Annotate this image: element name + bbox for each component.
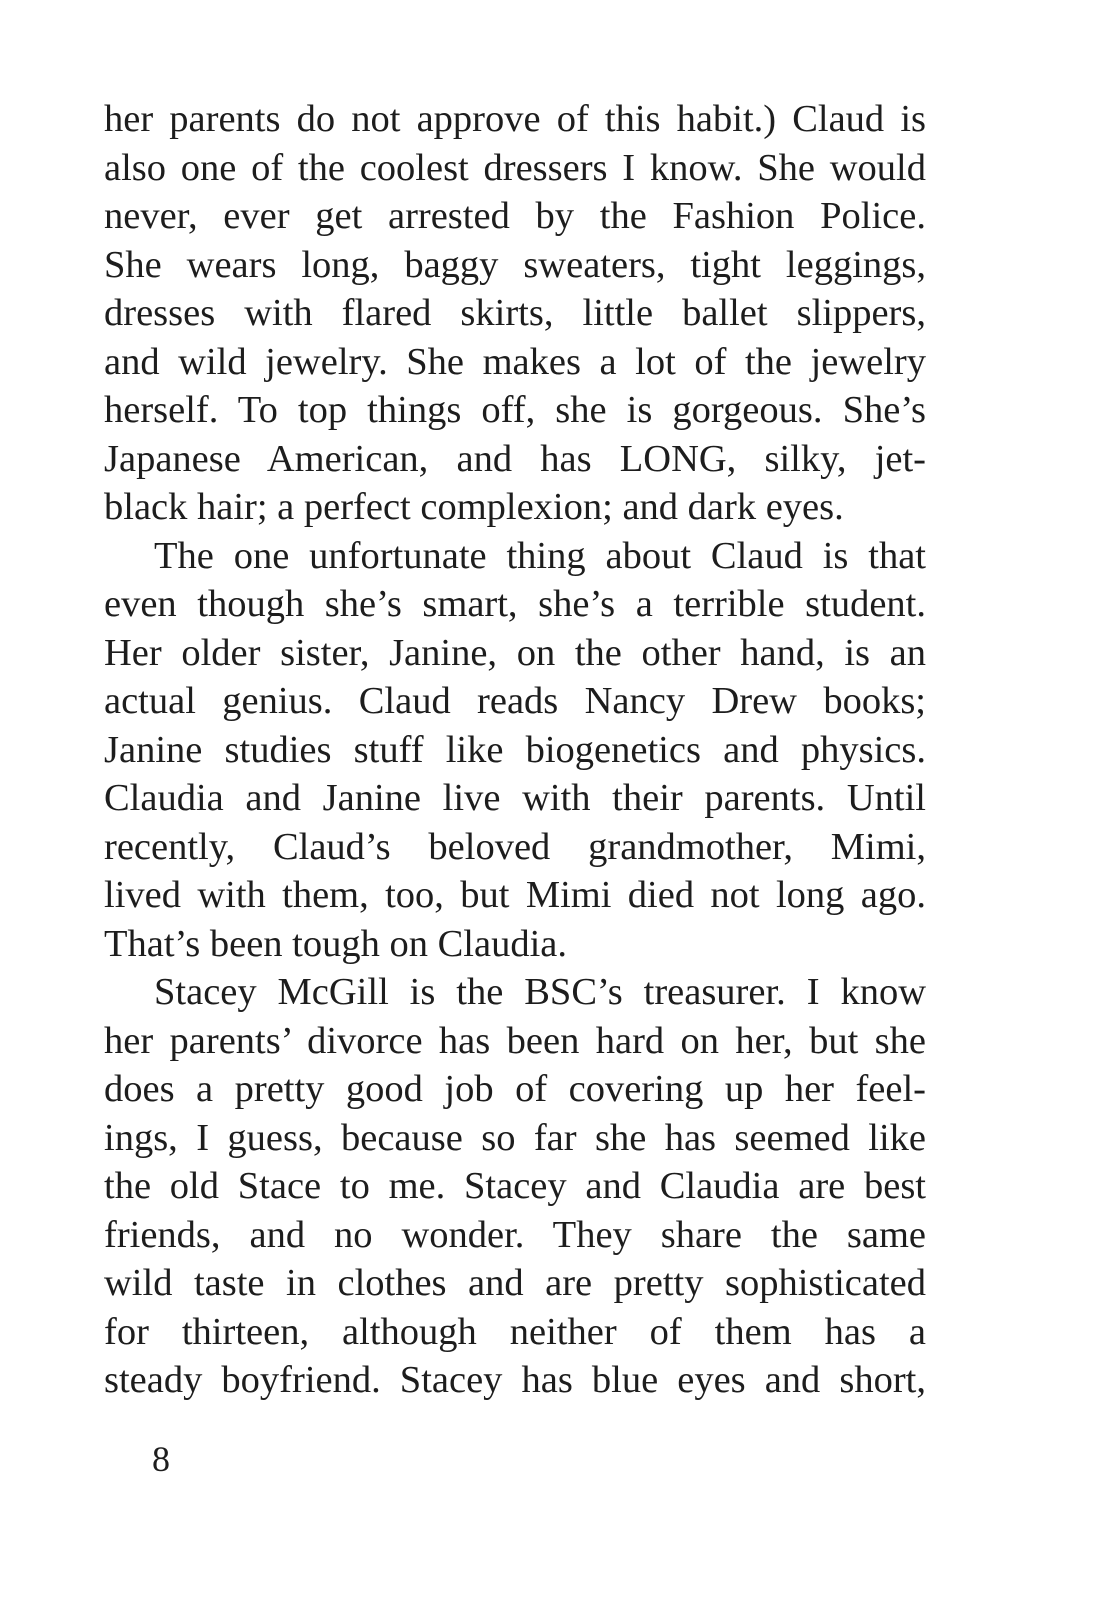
text-line: her parents do not approve of this habit.) Claud is xyxy=(104,98,926,140)
text-line: That’s been tough on Claudia. xyxy=(104,922,567,965)
text-line: Her older sister, Janine, on the other hand, is an xyxy=(104,631,926,674)
page-number: 8 xyxy=(152,1439,170,1479)
text-line: ings, I guess, because so far she has seemed like xyxy=(104,1116,926,1159)
text-line: wild taste in clothes and are pretty sophisticated xyxy=(104,1262,926,1304)
text-line: lived with them, too, but Mimi died not long ago. xyxy=(104,874,926,916)
text-line: her parents’ divorce has been hard on her, but she xyxy=(104,1019,926,1062)
text-line: also one of the coolest dressers I know. She would xyxy=(104,146,926,189)
text-line: Stacey McGill is the BSC’s treasurer. I know xyxy=(154,971,926,1013)
text-line: and wild jewelry. She makes a lot of the jewelry xyxy=(104,340,926,383)
text-line: The one unfortunate thing about Claud is that xyxy=(154,534,926,577)
text-line: recently, Claud’s beloved grandmother, Mimi, xyxy=(104,825,926,868)
text-line: even though she’s smart, she’s a terrible student. xyxy=(104,583,926,625)
text-line: the old Stace to me. Stacey and Claudia are best xyxy=(104,1165,926,1207)
text-line: steady boyfriend. Stacey has blue eyes and short, xyxy=(104,1359,926,1401)
text-line: black hair; a perfect complexion; and dark eyes. xyxy=(104,486,844,528)
text-line: herself. To top things off, she is gorgeous. She’s xyxy=(104,389,926,431)
text-line: never, ever get arrested by the Fashion Police. xyxy=(104,195,926,237)
body-text xyxy=(104,95,926,1405)
text-line: dresses with flared skirts, little ballet slippers, xyxy=(104,292,926,334)
text-line: for thirteen, although neither of them has a xyxy=(104,1310,926,1353)
text-line: Janine studies stuff like biogenetics and physics. xyxy=(104,728,926,771)
text-line: friends, and no wonder. They share the same xyxy=(104,1213,926,1256)
text-line: Claudia and Janine live with their parents. Until xyxy=(104,777,926,819)
text-line: does a pretty good job of covering up her feel- xyxy=(104,1068,926,1110)
text-line: Japanese American, and has LONG, silky, jet- xyxy=(104,437,926,480)
text-line: She wears long, baggy sweaters, tight leggings, xyxy=(104,243,926,286)
text-line: actual genius. Claud reads Nancy Drew books; xyxy=(104,680,926,722)
